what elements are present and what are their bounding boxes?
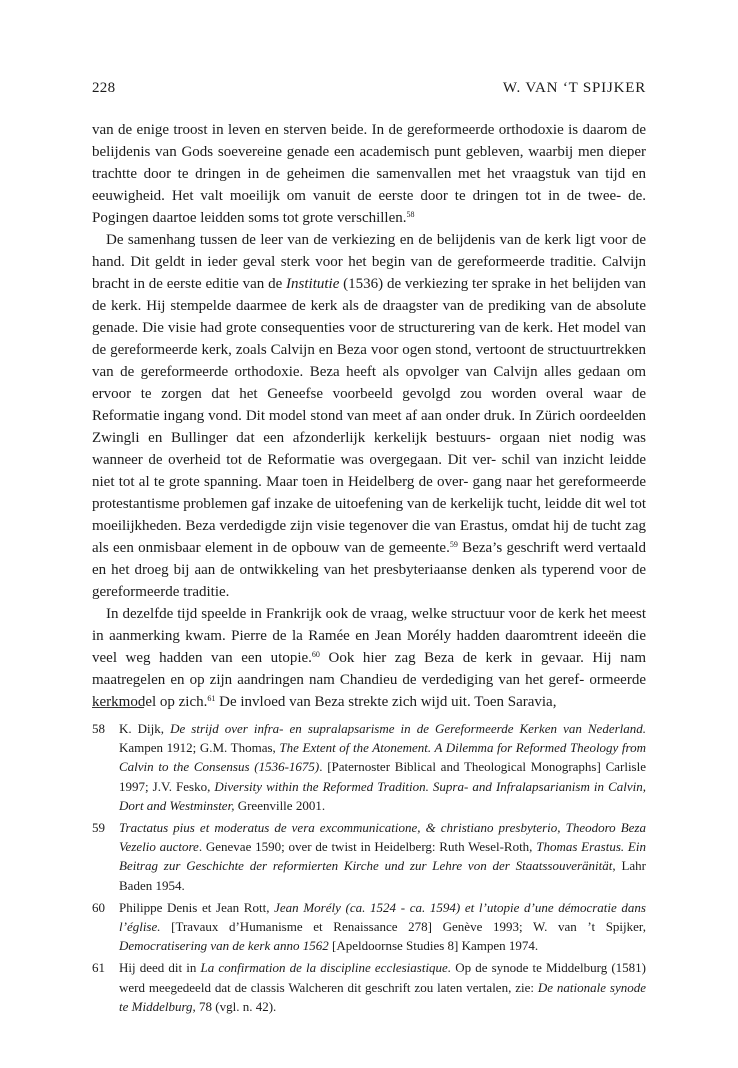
page-number: 228 — [92, 80, 116, 96]
footnote-text-italic: Thomas Erastus. Ein Beitrag zur Geschichte der reformierten Kirche und zur Lehre von der Staatssouveränität — [119, 839, 646, 874]
text-run-italic: Institutie — [286, 276, 340, 292]
footnote-number: 61 — [92, 960, 105, 976]
paragraph — [92, 119, 646, 229]
footnote-text-run: 78 (vgl. n. 42). — [195, 998, 277, 1014]
footnote-text — [119, 818, 646, 895]
footnote-text-run: Op de synode te Middelburg (1581) werd meegedeeld dat de classis Walcheren dit geschrift zou laten vertalen, zie: — [119, 960, 646, 995]
footnote-text-run: K. Dijk, — [119, 721, 171, 736]
text-run: De samenhang tussen de leer van de verkiezing en de belijdenis van de kerk ligt voor de hand. Dit geldt in ieder geval sterk voor het begin van de gereformeerde traditie. Calvijn bracht in de eerste editie van de — [92, 232, 646, 292]
footnote-text-run: . Genevae 1590; over de twist in Heidelberg: Ruth Wesel-Roth, — [198, 839, 537, 855]
text-run: Ook hier zag Beza de kerk in gevaar. Hij nam maatregelen en op zijn aandringen nam Chandieu de verdediging van het geref- ormeerde kerkmodel op zich. — [92, 650, 646, 710]
text-run: De invloed van Beza strekte zich wijd uit. Toen Saravia, — [215, 694, 557, 710]
footnote-text-italic: La confirmation de la discipline ecclesiastique. — [200, 960, 452, 976]
footnote-text-run: Philippe Denis et Jean Rott, — [119, 899, 275, 915]
footnote-text-run: Greenville 2001. — [234, 797, 326, 813]
footnote-ref-59[interactable]: 59 — [449, 540, 458, 549]
paragraph — [92, 603, 646, 713]
footnote-ref-58[interactable]: 58 — [406, 210, 415, 219]
footnote-number: 60 — [92, 899, 105, 915]
running-head: W. VAN ‘T SPIJKER — [502, 80, 646, 96]
footnote-text-run: [Apeldoornse Studies 8] Kampen 1974. — [328, 938, 539, 954]
footnote-number: 59 — [92, 820, 105, 836]
text-run: van de enige troost in leven en sterven beide. In de gereformeerde orthodoxie is daarom de belijdenis van Gods soevereine genade een academisch punt gebleven, waarbij men dieper trachtte door te dringen in de geheimen die samenvallen met het vraagstuk van tijd en eeuwigheid. Het valt moeilijk om vanuit de eerste door te dringen tot in de twee- de. Pogingen daartoe leidden soms tot grote verschillen. — [92, 122, 646, 226]
paragraph — [92, 229, 646, 603]
footnote-text-italic: De strijd over infra- en supralapsarisme in de Gereformeerde Kerken van Nederland. — [170, 721, 647, 736]
footnote-text-run: . [Paternoster Biblical and Theological Monographs] Carlisle 1997; J.V. Fesko, — [119, 759, 646, 794]
footnote — [92, 898, 646, 956]
footnote-text-italic: The Extent of the Atonement. A Dilemma for Reformed Theology from Calvin to the Consensus (1536-1675) — [119, 740, 647, 775]
footnote-number: 58 — [92, 721, 105, 736]
footnote — [92, 719, 646, 815]
footnote-text-run: [Travaux d’Humanisme et Renaissance 278] Genève 1993; W. van ’t Spijker, — [160, 919, 646, 935]
text-run: Beza’s geschrift werd vertaald en het droeg bij aan de ontwikkeling van het presbyteriaanse denken als typerend voor de gereformeerde traditie. — [92, 540, 646, 600]
footnote-text-italic: Tractatus pius et moderatus de vera excommunicatione, & christiano presbyterio, Theodoro Beza Vezelio auctore — [119, 820, 646, 855]
footnote-ref-61[interactable]: 61 — [207, 694, 216, 703]
footnote-text-run: , Lahr Baden 1954. — [119, 858, 646, 893]
footnotes — [92, 719, 646, 1019]
main-text — [92, 119, 646, 713]
footnote-text-italic: Democratisering van de kerk anno 1562 — [119, 938, 329, 954]
footnote-text-run: Kampen 1912; G.M. Thomas, — [119, 740, 280, 756]
footnote — [92, 818, 646, 895]
footnote-text-italic: Diversity within the Reformed Tradition. Supra- and Infralapsarianism in Calvin, Dort and Westminster, — [119, 778, 646, 813]
footnote-text-italic: De nationale synode te Middelburg, — [119, 979, 646, 1014]
footnote-divider — [92, 707, 144, 708]
text-run: In dezelfde tijd speelde in Frankrijk ook de vraag, welke structuur voor de kerk het meest in aanmerking kwam. Pierre de la Ramée en Jean Morély hadden daaromtrent ideeën die veel weg hadden van een utopie. — [92, 606, 646, 666]
text-run: (1536) de verkiezing ter sprake in het belijden van de kerk. Hij stempelde daarmee de kerk als de draagster van de prediking van de absolute genade. Die visie had grote consequenties voor de structurering van de kerk. Het model van de gereformeerde kerk, zoals Calvijn en Beza voor ogen stond, vertoont de structuurtrekken van de gereformeerde orthodoxie. Beza heeft als opvolger van Calvijn alles gedaan om ervoor te zorgen dat het Geneefse voorbeeld gevolgd zou worden overal waar de Reformatie ingang vond. Dit model stond van meet af aan onder druk. In Zürich oordeelden Zwingli en Bullinger dat een afzonderlijk kerkelijk bestuurs- orgaan niet nodig was wanneer de overheid tot de Reformatie was overgegaan. Dit ver- schil van inzicht leidde niet tot al te grote spanning. Maar toen in Heidelberg de over- gang naar het gereformeerde protestantisme problemen gaf inzake de uitoefening van de kerkelijk tucht, leidde dit wel tot moeilijkheden. Beza verdedigde zijn visie tegenover die van Erastus, omdat hij de tucht zag als een onmisbaar element in de opbouw van de gemeente. — [92, 276, 646, 556]
footnote-text-italic: Jean Morély (ca. 1524 - ca. 1594) et l’utopie d’une démocratie dans l’église. — [119, 899, 646, 935]
footnote-ref-60[interactable]: 60 — [311, 650, 320, 659]
footnote-text-run: Hij deed dit in — [119, 960, 201, 976]
footnote-text — [119, 719, 646, 815]
footnote-text — [119, 958, 646, 1016]
footnote — [92, 958, 646, 1016]
footnote-text — [119, 898, 646, 956]
